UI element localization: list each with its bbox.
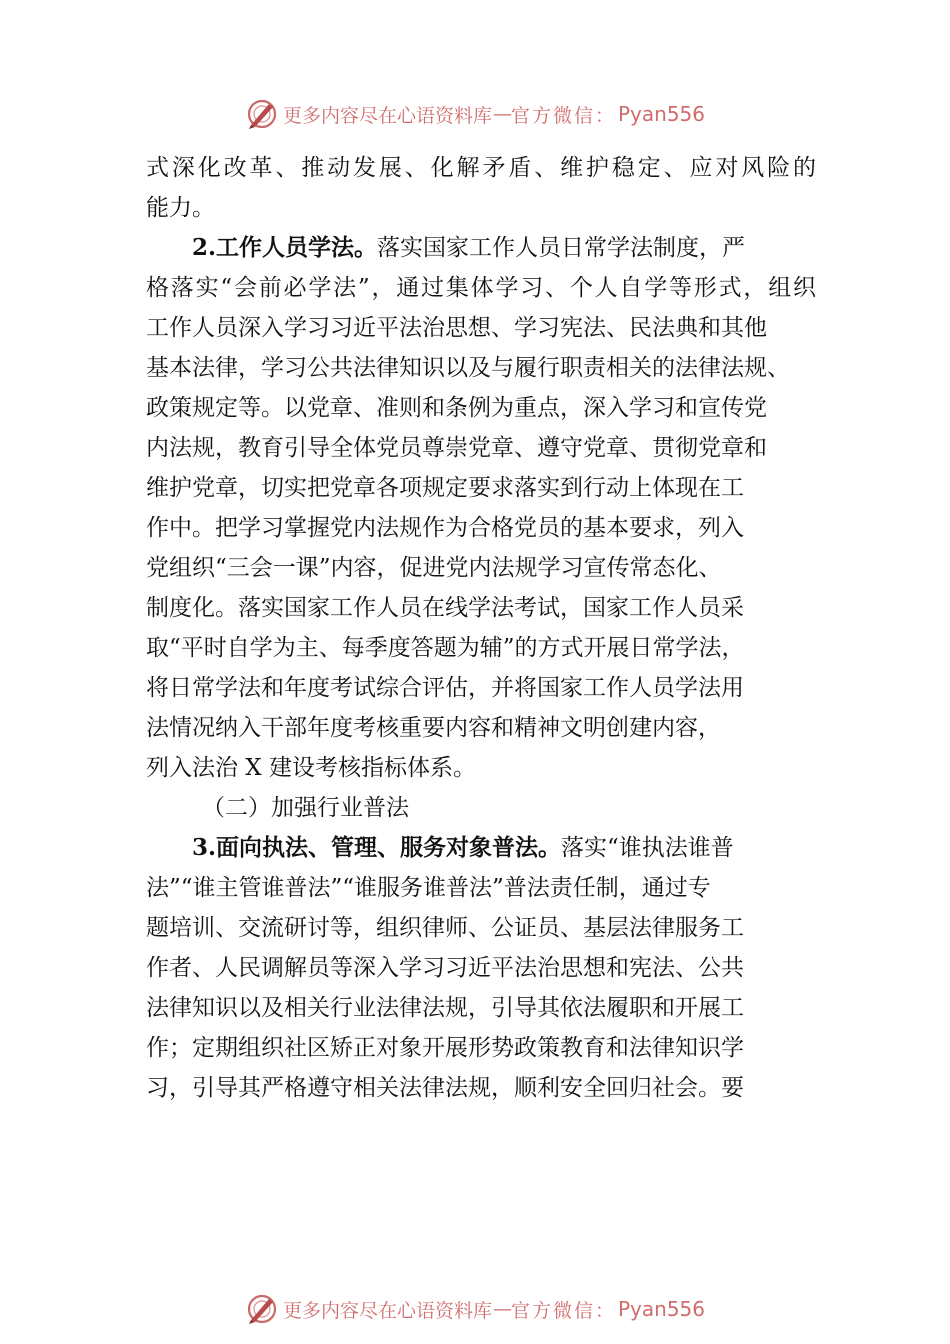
watermark-brand: 更多内容尽在心语资料库 xyxy=(282,104,492,127)
text-line: 将日常学法和年度考试综合评估，并将国家工作人员学法用 xyxy=(146,675,744,701)
text-line: 法”“谁主管谁普法”“谁服务谁普法”普法责任制，通过专 xyxy=(146,875,711,901)
text-line: 维护党章，切实把党章各项规定要求落实到行动上体现在工 xyxy=(146,475,744,501)
section-heading: （二）加强行业普法 xyxy=(202,795,409,821)
text-line: 党组织“三会一课”内容，促进党内法规学习宣传常态化、 xyxy=(146,555,722,581)
pen-circle-logo-icon xyxy=(245,1292,279,1326)
watermark-wechat-id: Pyan556 xyxy=(618,1297,706,1321)
footer-watermark xyxy=(0,1289,950,1329)
text-line: 习，引导其严格遵守相关法律法规，顺利安全回归社会。要 xyxy=(146,1075,744,1101)
document-body xyxy=(146,148,816,1108)
text-line: 作者、人民调解员等深入学习习近平法治思想和宪法、公共 xyxy=(146,955,744,981)
text-line: 政策规定等。以党章、准则和条例为重点，深入学习和宣传党 xyxy=(146,395,767,421)
text-line: 式深化改革、推动发展、化解矛盾、维护稳定、应对风险的 xyxy=(146,155,816,181)
watermark-dash: — xyxy=(492,103,510,125)
item-heading: 3.面向执法、管理、服务对象普法。 xyxy=(192,834,562,861)
text-line: 格落实“会前必学法”，通过集体学习、个人自学等形式，组织 xyxy=(146,275,816,301)
text-line: 制度化。落实国家工作人员在线学法考试，国家工作人员采 xyxy=(146,595,744,621)
watermark-dash: — xyxy=(492,1298,510,1320)
text-line: 取“平时自学为主、每季度答题为辅”的方式开展日常学法， xyxy=(146,635,745,661)
watermark-official-label: 官方微信： xyxy=(510,104,616,127)
text-line: 题培训、交流研讨等，组织律师、公证员、基层法律服务工 xyxy=(146,915,744,941)
pen-circle-logo-icon xyxy=(245,97,279,131)
text-line: 基本法律，学习公共法律知识以及与履行职责相关的法律法规、 xyxy=(146,355,790,381)
watermark-official-label: 官方微信： xyxy=(510,1299,616,1322)
paragraph-start-line: 3.面向执法、管理、服务对象普法。落实“谁执法谁普 xyxy=(192,834,734,861)
text-line: 能力。 xyxy=(146,195,215,221)
text-line: 作；定期组织社区矫正对象开展形势政策教育和法律知识学 xyxy=(146,1035,744,1061)
watermark-brand: 更多内容尽在心语资料库 xyxy=(282,1299,492,1322)
watermark-wechat-id: Pyan556 xyxy=(618,102,706,126)
text-line: 法情况纳入干部年度考核重要内容和精神文明创建内容， xyxy=(146,715,721,741)
text-line: 法律知识以及相关行业法律法规，引导其依法履职和开展工 xyxy=(146,995,744,1021)
item-heading: 2.工作人员学法。 xyxy=(192,234,378,261)
text-line: 内法规，教育引导全体党员尊崇党章、遵守党章、贯彻党章和 xyxy=(146,435,767,461)
text-line: 工作人员深入学习习近平法治思想、学习宪法、民法典和其他 xyxy=(146,315,767,341)
text-line: 作中。把学习掌握党内法规作为合格党员的基本要求，列入 xyxy=(146,515,744,541)
text-line: 列入法治 X 建设考核指标体系。 xyxy=(146,755,476,781)
header-watermark xyxy=(0,94,950,134)
paragraph-start-line: 2.工作人员学法。落实国家工作人员日常学法制度，严 xyxy=(192,234,746,261)
